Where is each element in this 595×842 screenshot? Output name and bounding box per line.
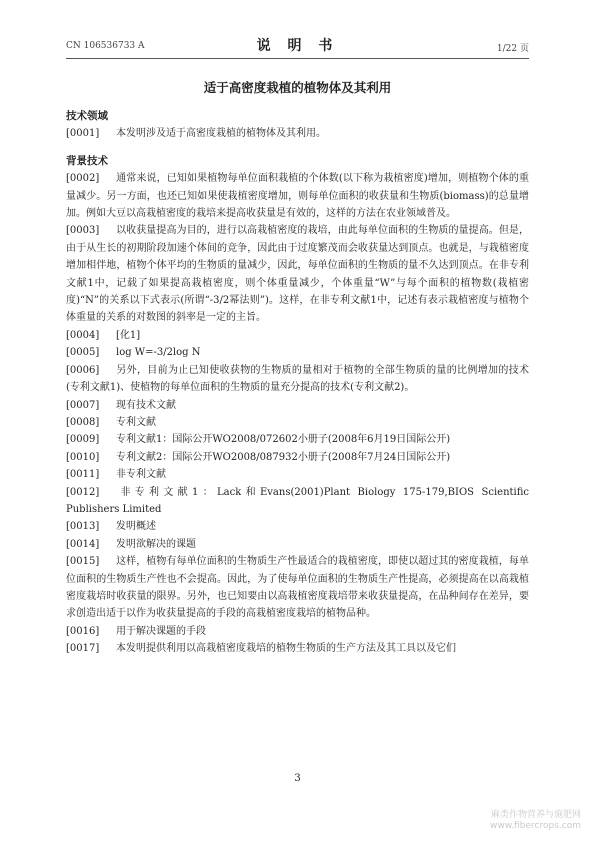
formula-text: log W=-3/2log N bbox=[116, 347, 201, 359]
paragraph-number: [0011] bbox=[66, 469, 100, 481]
paragraph-number: [0016] bbox=[66, 625, 100, 637]
paragraph bbox=[66, 362, 529, 397]
page-header bbox=[66, 38, 529, 54]
paragraph-number: [0001] bbox=[66, 128, 100, 140]
paragraph bbox=[66, 623, 529, 640]
paragraph-number: [0015] bbox=[66, 556, 100, 568]
watermark bbox=[490, 810, 581, 832]
paragraph-text: 本发明提供利用以高栽植密度栽培的植物生物质的生产方法及其工具以及它们 bbox=[116, 643, 456, 655]
paragraph bbox=[66, 327, 529, 344]
document-body bbox=[66, 108, 529, 658]
paragraph bbox=[66, 344, 529, 361]
paragraph bbox=[66, 466, 529, 483]
section-heading-tech-field: 技术领域 bbox=[66, 110, 108, 122]
paragraph bbox=[66, 553, 529, 623]
paragraph-text: 这样，植物有每单位面积的生物质生产性最适合的栽植密度，即使以超过其的密度栽植，每单位面积的生物质生产性也不会提高。因此，为了使每单位面积的生物质生产性提高，必须提高在以高栽植密度栽培时收获量的限界。另外，也已知要由以高栽植密度栽培带来收获量提高，在品种间存在差异，要求创造出适于以作为收获量提高的手段的高栽植密度栽培的植物品种。 bbox=[66, 556, 529, 620]
paragraph-number: [0017] bbox=[66, 643, 100, 655]
paragraph bbox=[66, 125, 529, 142]
paragraph-number: [0005] bbox=[66, 347, 100, 359]
paragraph bbox=[66, 222, 529, 326]
page-number: 3 bbox=[294, 773, 301, 784]
paragraph bbox=[66, 414, 529, 431]
paragraph-number: [0002] bbox=[66, 173, 100, 185]
paragraph-text: 用于解决课题的手段 bbox=[116, 625, 206, 637]
section-heading-background: 背景技术 bbox=[66, 154, 108, 167]
paragraph bbox=[66, 640, 529, 657]
paragraph-text: 发明概述 bbox=[116, 521, 156, 533]
paragraph-text: 本发明涉及适于高密度栽植的植物体及其利用。 bbox=[116, 128, 326, 140]
paragraph-text: 专利文献 bbox=[116, 416, 156, 428]
paragraph bbox=[66, 397, 529, 414]
paragraph-text: 现有技术文献 bbox=[116, 399, 176, 411]
paragraph bbox=[66, 449, 529, 466]
paragraph-number: [0006] bbox=[66, 364, 100, 376]
paragraph-text: 专利文献2：国际公开WO2008/087932小册子(2008年7月24日国际公开) bbox=[116, 451, 451, 463]
paragraph bbox=[66, 536, 529, 553]
paragraph-text: 以收获量提高为目的，进行以高栽植密度的栽培，由此每单位面积的生物质的量提高。但是，由于从生长的初期阶段加速个体间的竞争，因此由于过度繁茂而会收获量达到顶点。也就是，与栽植密度增加相伴地，植物个体平均的生物质的量减少，因此，每单位面积的生物质的量不久达到顶点。在非专利文献1中，记载了如果提高栽植密度，则个体重量减少，个体重量“W”与每个面积的植物数(栽植密度)“N”的关系以下式表示(所谓“-3/2幂法则”)。这样，在非专利文献1中，记述有表示栽植密度与植物个体重量的关系的对数图的斜率是一定的主旨。 bbox=[66, 225, 529, 324]
paragraph-number: [0009] bbox=[66, 434, 100, 446]
patent-number: CN 106536733 A bbox=[66, 41, 145, 51]
paragraph-text: 发明欲解决的课题 bbox=[116, 538, 196, 550]
paragraph-number: [0004] bbox=[66, 329, 100, 341]
paragraph bbox=[66, 431, 529, 448]
paragraph bbox=[66, 170, 529, 222]
paragraph-number: [0014] bbox=[66, 538, 100, 550]
header-rule bbox=[66, 58, 529, 59]
paragraph-text: 非专利文献 bbox=[116, 469, 166, 481]
invention-title: 适于高密度栽植的植物体及其利用 bbox=[203, 80, 392, 95]
watermark-url: www.fibercrops.com bbox=[490, 821, 581, 831]
paragraph-number: [0013] bbox=[66, 521, 100, 533]
paragraph-number: [0007] bbox=[66, 399, 100, 411]
paragraph-text: 非专利文献1：Lack和Evans(2001)Plant Biology 175-179,BIOS Scientific Publishers Limited bbox=[66, 486, 529, 515]
paragraph-text: 通常来说，已知如果植物每单位面积栽植的个体数(以下称为栽植密度)增加，则植物个体的重量减少。另一方面，也还已知如果使栽植密度增加，则每单位面积的收获量和生物质(biomass)的总量增加。例如大豆以高栽植密度的栽培来提高收获量是有效的，这样的方法在农业领域普及。 bbox=[66, 173, 529, 220]
paragraph-number: [0010] bbox=[66, 451, 100, 463]
paragraph bbox=[66, 518, 529, 535]
paragraph-text: 专利文献1：国际公开WO2008/072602小册子(2008年6月19日国际公开) bbox=[116, 434, 451, 446]
paragraph bbox=[66, 484, 529, 519]
document-type: 说 明 书 bbox=[256, 38, 339, 54]
paragraph-number: [0003] bbox=[66, 225, 100, 237]
watermark-title: 麻类作物营养与施肥网 bbox=[490, 810, 581, 820]
paragraph-number: [0008] bbox=[66, 416, 100, 428]
paragraph-text: [化1] bbox=[116, 329, 141, 341]
paragraph-number: [0012] bbox=[66, 486, 100, 498]
paragraph-text: 另外，目前为止已知使收获物的生物质的量相对于植物的全部生物质的量的比例增加的技术(专利文献1)、使植物的每单位面积的生物质的量充分提高的技术(专利文献2)。 bbox=[66, 364, 529, 394]
page-info: 1/22 页 bbox=[496, 44, 529, 54]
